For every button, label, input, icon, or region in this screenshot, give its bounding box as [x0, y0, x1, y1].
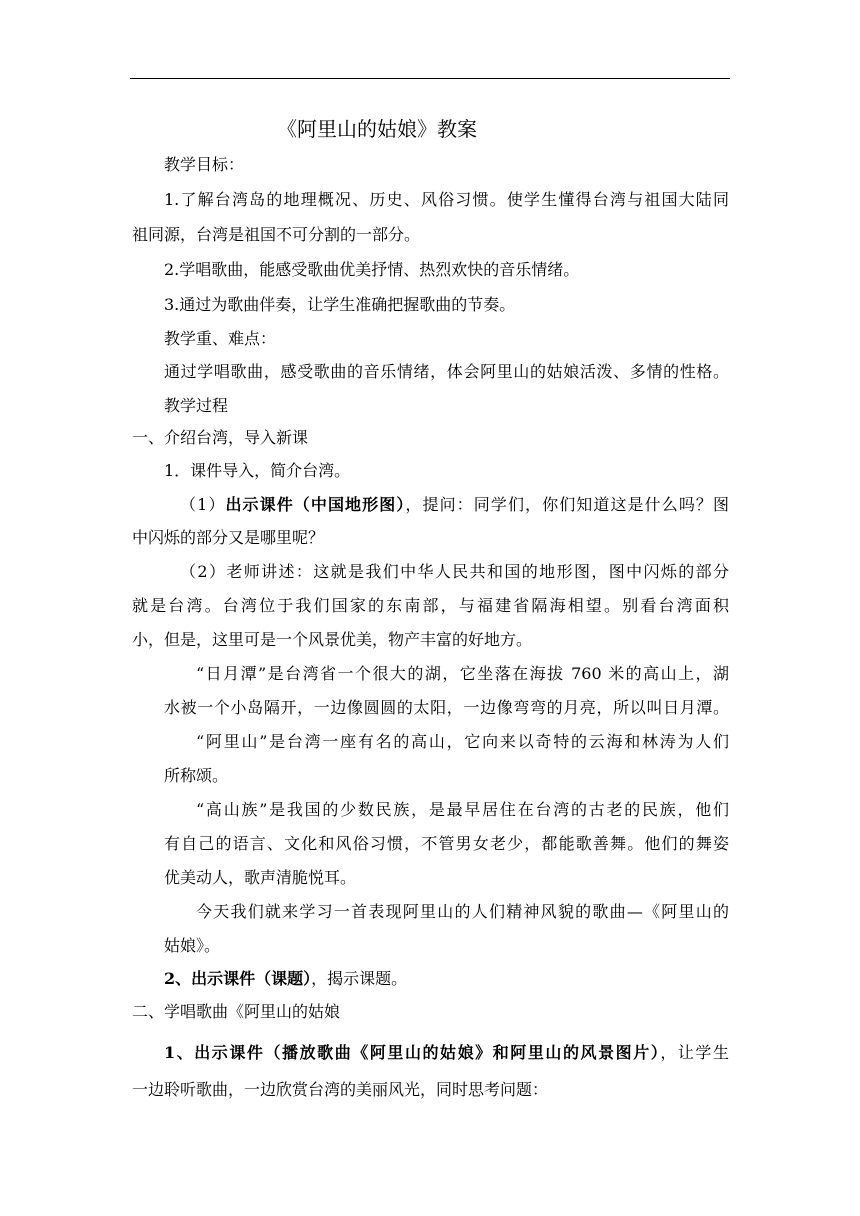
- section-1-heading: 一、介绍台湾，导入新课: [132, 428, 309, 447]
- goal-2: 2.学唱歌曲，能感受歌曲优美抒情、热烈欢快的音乐情绪。: [164, 260, 580, 279]
- key-points-heading: 教学重、难点：: [164, 329, 277, 348]
- gaoshan-line-3: 优美动人，歌声清脆悦耳。: [164, 868, 357, 887]
- section-1-item-2: [164, 969, 407, 989]
- key-points-text: 通过学唱歌曲，感受歌曲的音乐情绪，体会阿里山的姑娘活泼、多情的性格。: [164, 362, 729, 381]
- gaoshan-line-1: “高山族”是我国的少数民族，是最早居住在台湾的古老的民族，他们: [196, 800, 729, 819]
- today-line-1: 今天我们就来学习一首表现阿里山的人们精神风貌的歌曲—《阿里山的: [196, 902, 729, 921]
- courseware-topic-label: 2、出示课件（课题）: [164, 969, 312, 988]
- item-2-rest: ，揭示课题。: [311, 969, 408, 988]
- section-2-item-1-line-2: 一边聆听歌曲，一边欣赏台湾的美丽风光，同时思考问题：: [132, 1080, 549, 1099]
- courseware-song-label: 1、出示课件（播放歌曲《阿里山的姑娘》和阿里山的风景图片）: [164, 1043, 661, 1062]
- document-title: 《阿里山的姑娘》教案: [277, 117, 477, 141]
- item-1-1-line-1: [180, 495, 729, 515]
- item-1-2-line-3: 小，但是，这里可是一个风景优美，物产丰富的好地方。: [132, 630, 533, 649]
- goals-heading: 教学目标：: [164, 155, 245, 174]
- item-1-1-line-2: 中闪烁的部分又是哪里呢？: [132, 528, 325, 547]
- section-2-heading: 二、学唱歌曲《阿里山的姑娘: [132, 1002, 341, 1021]
- alishan-line-1: “阿里山”是台湾一座有名的高山，它向来以奇特的云海和林涛为人们: [196, 732, 729, 751]
- sun-moon-lake-line-1: “日月潭”是台湾省一个很大的湖，它坐落在海拔 760 米的高山上，湖: [196, 664, 729, 683]
- section-2-item-1-rest: ，让学生: [660, 1043, 729, 1062]
- today-line-2: 姑娘》。: [164, 936, 221, 955]
- gaoshan-line-2: 有自己的语言、文化和风俗习惯，不管男女老少，都能歌善舞。他们的舞姿: [164, 834, 729, 853]
- alishan-line-2: 所称颂。: [164, 766, 229, 785]
- courseware-map-label: 出示课件（中国地形图）: [225, 495, 406, 514]
- process-heading: 教学过程: [164, 396, 229, 415]
- section-2-item-1-line-1: [164, 1043, 729, 1063]
- goal-1-line-1: 1.了解台湾岛的地理概况、历史、风俗习惯。使学生懂得台湾与祖国大陆同: [164, 190, 729, 209]
- goal-1-line-2: 祖同源，台湾是祖国不可分割的一部分。: [132, 225, 421, 244]
- header-rule: [130, 78, 730, 79]
- item-1-1-question: ，提问：同学们，你们知道这是什么吗？图: [405, 495, 729, 514]
- item-1-2-line-1: （2）老师讲述：这就是我们中华人民共和国的地形图，图中闪烁的部分: [180, 562, 729, 581]
- item-1-2-line-2: 就是台湾。台湾位于我们国家的东南部，与福建省隔海相望。别看台湾面积: [132, 596, 729, 615]
- section-1-item-1: 1．课件导入，简介台湾。: [164, 461, 351, 480]
- sun-moon-lake-line-2: 水被一个小岛隔开，一边像圆圆的太阳，一边像弯弯的月亮，所以叫日月潭。: [164, 698, 729, 717]
- goal-3: 3.通过为歌曲伴奏，让学生准确把握歌曲的节奏。: [164, 295, 516, 314]
- item-1-1-prefix: （1）: [180, 495, 226, 514]
